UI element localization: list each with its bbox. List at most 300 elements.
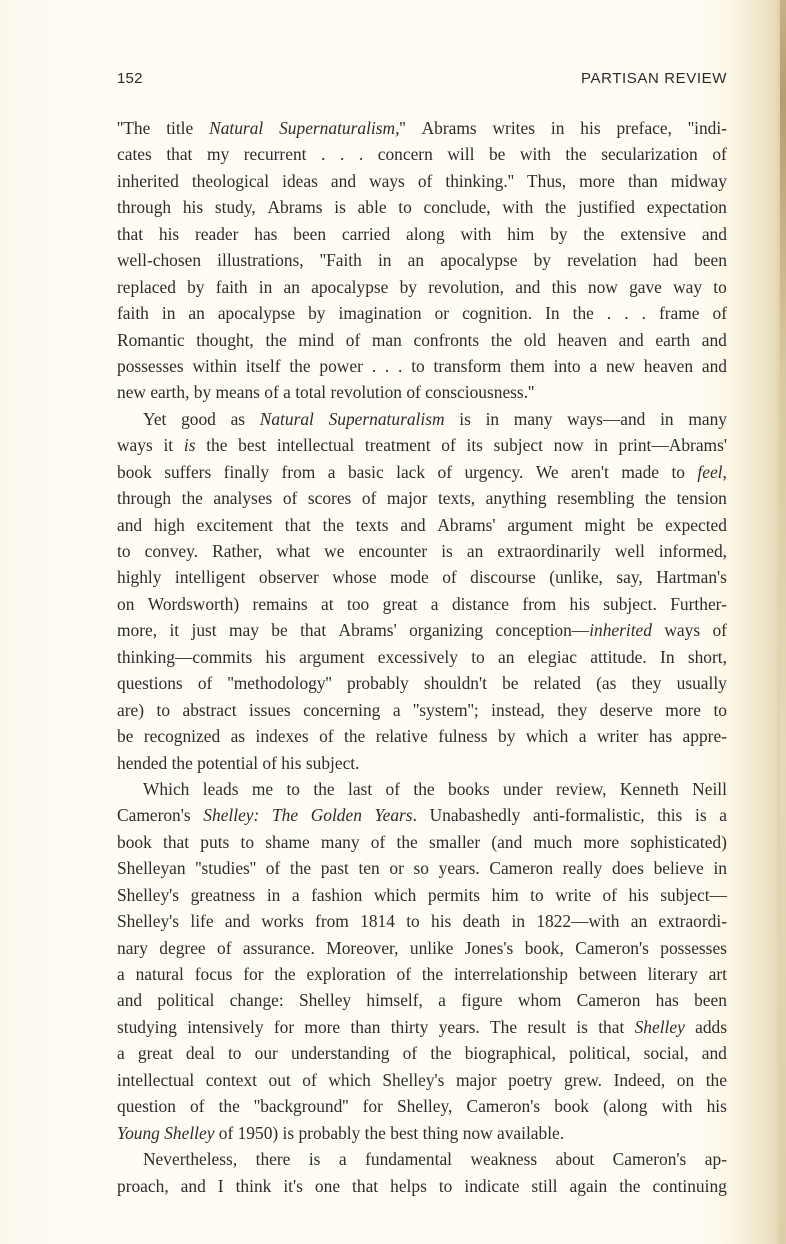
word (671, 459, 685, 485)
text: in (485, 408, 500, 429)
text: now (462, 1122, 493, 1143)
word (656, 987, 679, 1013)
text: about (555, 1149, 595, 1170)
word (356, 512, 389, 538)
word (360, 908, 395, 934)
text: the (322, 514, 344, 535)
word (365, 1146, 452, 1172)
word (117, 1173, 169, 1199)
text: ideas (282, 170, 318, 191)
word (628, 168, 658, 194)
word (580, 115, 600, 141)
word (390, 564, 429, 590)
word (283, 485, 298, 511)
word (216, 379, 260, 405)
word (117, 432, 153, 458)
text: say, (616, 567, 643, 588)
text: 1822—with (536, 911, 620, 932)
word (378, 141, 433, 167)
text: from (281, 461, 316, 482)
word (342, 221, 390, 247)
text: nary (117, 937, 148, 958)
text: in (511, 911, 526, 932)
text: I (217, 1175, 224, 1196)
word (117, 1120, 160, 1146)
text: him (491, 884, 519, 905)
text: of (217, 937, 232, 958)
text: issues (249, 699, 291, 720)
text: the (572, 303, 594, 324)
word (702, 327, 727, 353)
text: texts (355, 514, 389, 535)
text: Abrams' (338, 620, 397, 641)
text: for (243, 964, 264, 984)
word (554, 432, 584, 458)
text: discourse (470, 567, 536, 588)
word (447, 141, 474, 167)
word (366, 987, 423, 1013)
word (277, 432, 354, 458)
word (534, 829, 573, 855)
text: of (319, 726, 334, 747)
text: is (334, 197, 346, 218)
word (283, 379, 291, 405)
word (304, 1014, 340, 1040)
word (229, 617, 259, 643)
text: the (181, 488, 203, 509)
word (694, 987, 727, 1013)
text: than (627, 170, 658, 191)
word (117, 141, 152, 167)
text: into (553, 355, 581, 376)
text: that (352, 1175, 379, 1196)
text: will (447, 144, 475, 165)
word (117, 617, 157, 643)
word (445, 168, 514, 194)
text: with (460, 223, 492, 244)
text: book (554, 1096, 589, 1117)
text: print—Abrams' (618, 435, 727, 456)
word (619, 1173, 640, 1199)
text: inherited (117, 170, 179, 191)
text: biographical, (464, 1043, 556, 1064)
text: is (441, 541, 453, 561)
text: confronts (413, 329, 480, 350)
text: great (382, 593, 418, 614)
text: . (339, 144, 345, 165)
word (620, 221, 686, 247)
text: mode (390, 567, 429, 588)
text: by (308, 303, 326, 324)
word (117, 274, 176, 300)
text: gave (629, 276, 662, 297)
word (197, 750, 258, 776)
text-line (117, 670, 727, 696)
text: of (264, 382, 279, 403)
word (465, 1040, 556, 1066)
word (117, 723, 133, 749)
text: possesses (117, 355, 184, 376)
word (571, 459, 609, 485)
word (615, 538, 645, 564)
word (209, 115, 263, 141)
word (597, 723, 639, 749)
text: has (648, 726, 673, 747)
text: focus (194, 964, 233, 984)
text: it's (283, 1175, 303, 1196)
word (363, 1093, 383, 1119)
word (254, 221, 277, 247)
text: by (498, 726, 516, 747)
word (315, 908, 349, 934)
text: smaller (428, 831, 481, 852)
word (619, 327, 644, 353)
text-line (117, 1014, 727, 1040)
text: observer (258, 567, 319, 588)
text: a (430, 593, 439, 614)
text: Romantic (117, 329, 185, 350)
word (575, 935, 649, 961)
text: a (589, 355, 598, 376)
text: indexes (255, 726, 309, 747)
word (159, 935, 205, 961)
text-line (117, 617, 727, 643)
word (117, 327, 185, 353)
word (653, 247, 678, 273)
word (148, 591, 239, 617)
word (660, 935, 727, 961)
text-line (117, 221, 727, 247)
word (713, 300, 728, 326)
text: of (265, 858, 281, 879)
word (585, 512, 626, 538)
text: indicate (464, 1175, 520, 1196)
word (358, 855, 379, 881)
text: itself (245, 355, 281, 376)
text: . (321, 144, 326, 165)
word (557, 485, 634, 511)
italic-text: inherited (589, 620, 652, 641)
text: . (641, 303, 646, 324)
text: or (389, 858, 404, 879)
word (456, 1067, 497, 1093)
text: has (655, 990, 679, 1011)
text: ap- (704, 1149, 727, 1170)
text: of (396, 964, 411, 984)
word (632, 670, 662, 696)
word (709, 961, 727, 987)
text: . (412, 805, 417, 826)
text: mind (298, 329, 335, 350)
word (510, 353, 545, 379)
word (172, 750, 193, 776)
text: result (527, 1016, 567, 1037)
word (117, 247, 201, 273)
text: Which (143, 778, 190, 799)
word (215, 194, 256, 220)
text: under (502, 778, 543, 799)
text: cates (117, 144, 152, 165)
word (657, 802, 682, 828)
text: context (205, 1069, 257, 1090)
word (431, 591, 439, 617)
word (330, 379, 401, 405)
word (647, 194, 727, 220)
word (645, 485, 666, 511)
word (253, 591, 308, 617)
text: exploration (306, 964, 386, 984)
word (688, 406, 727, 432)
text: be (502, 673, 519, 694)
text: basic (347, 461, 384, 482)
word (267, 194, 322, 220)
word (192, 168, 269, 194)
text: and (515, 276, 541, 297)
word (471, 644, 485, 670)
text: adds (695, 1016, 727, 1037)
text: whom (517, 990, 562, 1011)
text: many (320, 831, 360, 852)
word (493, 115, 536, 141)
word (648, 961, 698, 987)
text: organizing (409, 620, 484, 641)
text: fulness (438, 726, 488, 747)
text: really (562, 858, 603, 879)
text: the (313, 778, 335, 799)
word (117, 1067, 194, 1093)
word (224, 459, 269, 485)
word (600, 697, 653, 723)
text: of (602, 884, 617, 905)
text: In (660, 646, 675, 667)
text: to (713, 276, 727, 297)
text: Nevertheless, (143, 1149, 238, 1170)
word (283, 1173, 303, 1199)
word (413, 776, 434, 802)
text: him (507, 223, 535, 244)
word (319, 723, 334, 749)
text: studying (117, 1016, 177, 1037)
text: deal (185, 1043, 215, 1064)
word (150, 379, 189, 405)
word (403, 1040, 418, 1066)
text: with (502, 197, 534, 218)
word (644, 1040, 689, 1066)
text: that (117, 223, 144, 244)
word (279, 115, 406, 141)
text: of (197, 673, 213, 694)
text: a (117, 964, 125, 984)
text: tension (676, 488, 727, 509)
word (454, 961, 568, 987)
word (428, 274, 504, 300)
word (117, 485, 171, 511)
word (241, 829, 255, 855)
word (502, 194, 533, 220)
text-line (117, 935, 727, 961)
word (190, 1093, 205, 1119)
word (196, 327, 254, 353)
text: of (302, 1069, 317, 1090)
word (466, 1093, 540, 1119)
italic-text: feel (697, 461, 723, 482)
word (291, 1040, 390, 1066)
text: to (156, 699, 171, 720)
word (406, 221, 445, 247)
word (452, 591, 509, 617)
text: in (660, 408, 674, 429)
text: intelligent (174, 567, 246, 588)
word (255, 1040, 278, 1066)
text: questions (117, 673, 183, 694)
word (187, 1014, 263, 1040)
text: in (377, 250, 392, 271)
word (117, 697, 144, 723)
word (400, 274, 417, 300)
text: appre- (682, 726, 727, 747)
text: subject— (660, 884, 727, 905)
word (705, 1146, 727, 1172)
text: as (230, 408, 246, 429)
word (303, 697, 380, 723)
text: within (192, 355, 237, 376)
word (470, 564, 536, 590)
text: a (291, 884, 300, 905)
word (117, 168, 179, 194)
text: argument (299, 646, 365, 667)
text: major (386, 488, 428, 509)
text: Hartman's (656, 567, 727, 588)
word (695, 1014, 727, 1040)
text-line (117, 776, 727, 802)
word (590, 644, 647, 670)
word (183, 194, 203, 220)
word (430, 1040, 451, 1066)
word (117, 512, 142, 538)
text: Abrams' (437, 514, 496, 535)
text: earth, (150, 382, 190, 403)
text: consciousness.'' (425, 382, 535, 403)
text: one (314, 1175, 341, 1196)
text: thinking.'' (445, 170, 514, 191)
word (556, 776, 607, 802)
text: recognized (143, 726, 221, 747)
text: himself, (366, 990, 423, 1011)
text: new (117, 382, 146, 403)
text: best (238, 435, 267, 456)
text-line (117, 802, 727, 828)
word (719, 802, 727, 828)
text: Neill (692, 778, 727, 799)
text-line (117, 300, 727, 326)
text: we (324, 541, 345, 561)
text: (along (603, 1096, 648, 1117)
word (238, 432, 266, 458)
word (397, 1093, 452, 1119)
text: concerning (303, 699, 381, 720)
text: that (598, 1016, 625, 1037)
text: deserve (599, 699, 653, 720)
paragraph (117, 406, 727, 776)
text: apocalypse (311, 276, 389, 297)
word (545, 194, 566, 220)
word (276, 538, 310, 564)
text: the (344, 726, 366, 747)
word (293, 221, 326, 247)
text: through (117, 488, 172, 509)
text: usually (676, 673, 727, 694)
text-line (117, 961, 727, 987)
text: suffers (164, 461, 212, 482)
word (219, 1120, 234, 1146)
word (652, 1173, 726, 1199)
word (302, 1067, 317, 1093)
text: there (255, 1149, 291, 1170)
text: able (357, 197, 387, 218)
word (191, 617, 216, 643)
word (117, 221, 143, 247)
text: means (215, 382, 260, 403)
text: of (262, 752, 277, 773)
text: by (193, 382, 212, 403)
word (376, 723, 428, 749)
word (260, 406, 314, 432)
word (531, 1173, 557, 1199)
word (612, 855, 644, 881)
word (348, 776, 372, 802)
text-line (117, 829, 727, 855)
word (187, 274, 204, 300)
text: well-chosen (117, 250, 202, 271)
page-number: 152 (117, 70, 143, 87)
word (390, 1120, 418, 1146)
word (579, 723, 587, 749)
text: write (555, 884, 591, 905)
text: excitement (196, 514, 273, 535)
word (522, 591, 556, 617)
text: unlike (409, 937, 454, 958)
text: by (187, 276, 205, 297)
word (191, 882, 256, 908)
word (439, 1173, 453, 1199)
word (515, 274, 540, 300)
text: ''studies'' (195, 858, 257, 879)
text: or (434, 303, 450, 324)
word (166, 141, 192, 167)
text: . (624, 303, 629, 324)
text: more (304, 1016, 341, 1037)
text: more (579, 170, 615, 191)
italic-text: Young (117, 1122, 160, 1143)
text-line (117, 353, 727, 379)
word (389, 855, 404, 881)
word (466, 432, 482, 458)
word (550, 221, 567, 247)
text: is (308, 1149, 321, 1170)
text: encounter (358, 541, 428, 561)
text: of (712, 620, 727, 641)
italic-text: Supernaturalism (279, 118, 396, 138)
text: heaven (557, 329, 607, 350)
text: his (158, 223, 180, 244)
word (441, 432, 456, 458)
text: fundamental (365, 1149, 453, 1170)
text: his (281, 752, 302, 773)
text-line (117, 908, 727, 934)
text: of (417, 170, 433, 191)
text: of (345, 329, 361, 350)
paragraph (117, 776, 727, 1146)
